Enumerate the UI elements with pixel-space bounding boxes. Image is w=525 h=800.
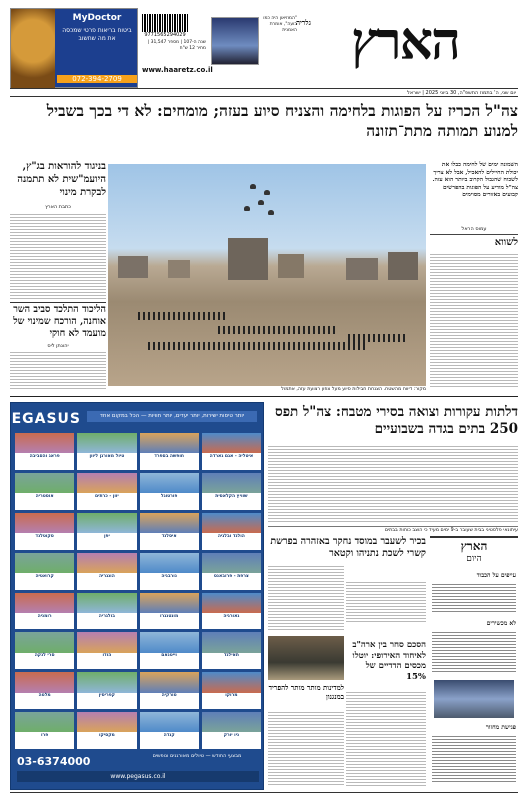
deal-tile-image [140,513,199,533]
second-body-text [268,444,518,522]
deal-tile[interactable] [140,632,199,669]
deal-tile-label: רומניה [37,613,52,619]
pegasus-url[interactable]: www.pegasus.co.il [17,771,259,782]
center-body-text [346,690,426,786]
deal-tile-image [77,632,136,652]
crowd [148,342,368,350]
haaretz-today-subtitle: היום [466,554,482,564]
deal-tile-image [15,632,74,652]
deal-tile-label: קרואטיה [35,573,54,579]
right-byline: עמוס הראל [461,226,487,232]
deal-tile[interactable] [202,593,261,630]
dateline: יום שני, ה' בתמוז התשפ"ה, 30 ביוני 2025 | ישראל [10,88,518,97]
deal-tile-label: סרי לנקה [34,653,55,659]
deal-tile-image [202,473,261,493]
deal-tile-image [140,553,199,573]
parachute-icon [258,200,264,205]
deal-tile-image [77,593,136,613]
left-body-text-1 [10,212,106,300]
deal-tile-image [140,593,199,613]
barcode-icon [142,14,188,32]
mydoctor-text: ביטוח בריאות פרטי שמכסה את מה שחשוב [62,27,132,42]
deal-tile-image [77,672,136,692]
deal-tile[interactable] [140,553,199,590]
deal-tile-label: איטליה - אגם גארדה [209,454,254,460]
deal-tile[interactable] [77,672,136,709]
deal-tile-label: גאורגיה [223,613,240,619]
deal-tile-label: נורבגיה [161,573,177,579]
deal-tile-image [140,632,199,652]
deal-tile-image [77,433,136,453]
deal-tile[interactable] [140,513,199,550]
deal-tile-image [202,553,261,573]
haaretz-today-title: הארץ [460,539,488,553]
deal-tile-image [202,672,261,692]
today-item-head[interactable]: עייפים על הכבוד [476,572,516,579]
center-body-text [346,580,426,622]
pegasus-ad[interactable] [0,402,264,790]
deal-tile-image [15,513,74,533]
center-image[interactable] [268,636,344,680]
mydoctor-phone: 072-394-2709 [57,75,137,83]
deal-tile[interactable] [202,672,261,709]
today-item-head[interactable]: לא מכשירים [486,620,516,627]
pegasus-deal-grid [15,433,261,749]
deal-tile-label: ניו יורק [223,733,240,739]
deal-tile-label: מרוקו [225,693,238,699]
deal-tile-image [15,593,74,613]
main-photo[interactable] [108,164,426,386]
deal-tile-label: סקוטלנד [35,533,54,539]
deal-tile-label: אוסטריה [35,493,54,499]
ruined-building [118,256,148,278]
deal-tile-label: פרו [41,733,49,739]
second-caption: עיתונאי פלסטיני בבית שעובר ב-9 ימים מעיד כי הוצב כוחות בבתים [268,526,518,533]
deal-tile-image [77,712,136,732]
deal-tile-image [15,712,74,732]
deal-tile[interactable] [202,513,261,550]
today-image[interactable] [434,680,514,718]
deal-tile[interactable] [15,712,74,749]
barcode-number: 9771565294029 [144,32,186,38]
deal-tile[interactable] [202,712,261,749]
deal-tile-label: איסלנד [161,533,177,539]
deal-tile[interactable] [140,712,199,749]
center-body-text [268,564,344,632]
divider [10,302,106,303]
deal-tile[interactable] [77,593,136,630]
ruined-building [168,260,190,278]
left-headline-2[interactable]: הליכוד התלכד סביב השר אוחנה, הורכח שמינוי של מועמד לא חוקי [13,304,106,339]
deal-tile[interactable] [140,473,199,510]
pegasus-logo: PEGASUS [0,411,81,427]
lion-image [11,9,55,89]
deal-tile-label: מלטה [38,693,51,699]
left-byline-1: כתבת הארץ [45,204,71,210]
deal-tile-image [77,513,136,533]
deal-tile-label: וייטנאם [161,653,177,659]
deal-tile-label: שוויץ הקלאסית [215,493,248,499]
deal-tile[interactable] [77,632,136,669]
center-headline-4[interactable]: הסכם סחר בין ארה"ב לאיחוד האירופי: יוטלו מכסים הדדיים של 15% [352,640,426,682]
deal-tile-image [140,712,199,732]
deal-tile-label: קנדה [163,733,175,739]
deal-tile[interactable] [15,473,74,510]
gallery-promo-title: גלריה [296,18,311,27]
today-item-head[interactable]: פגישת מחזור [485,724,516,731]
deal-tile-label: טורקיה [161,693,177,699]
second-headline[interactable]: דלתות עקורות וצואה בסירי מטבח: צה"ל תפס 250 בתים בגדה בשבועיים [275,404,518,437]
right-section-title[interactable]: לשווא [430,234,518,248]
parachute-icon [268,210,274,215]
deal-tile[interactable] [77,433,136,470]
deal-tile-label: פראג והסביבה [29,454,60,460]
deal-tile[interactable] [202,473,261,510]
pegasus-phone[interactable]: 03-6374000 [17,755,91,768]
ruined-building [228,238,268,280]
parachute-icon [264,190,270,195]
deal-tile-label: פורטוגל [160,493,178,499]
deal-tile-image [15,433,74,453]
main-headline[interactable]: צה"ל הכריז על הפוגות בלחימה והצניח סיוע בעזה; מומחים: לא די בכך בשביל למנוע תמותה מתת־תזונה [46,101,518,140]
gallery-promo-image[interactable] [211,17,259,65]
deal-tile-image [140,473,199,493]
deal-tile[interactable] [77,553,136,590]
deal-tile-label: יפן [103,533,110,539]
pegasus-slogan: יותר טיסות ישירות, יותר יעדים, יותר חוויות — הכל במקום אחד [87,411,257,422]
deal-tile-label: צרפת - פרובאנס [213,573,249,579]
divider [10,396,518,397]
today-item-body [432,630,516,674]
ruined-building [388,252,418,280]
deal-tile[interactable] [202,553,261,590]
deal-tile[interactable] [15,672,74,709]
site-url[interactable]: www.haaretz.co.il [142,66,213,74]
deal-tile-image [77,473,136,493]
deal-tile-label: מונטנגרו [160,613,179,619]
deal-tile-image [202,593,261,613]
deal-tile-label: יוון - כרתים [94,493,119,499]
deal-tile[interactable] [140,672,199,709]
deal-tile[interactable] [15,513,74,550]
parachute-icon [250,184,256,189]
deal-tile-label: תאילנד [223,653,239,659]
deal-tile-label: הולנד ובלגיה [217,533,245,539]
deal-tile[interactable] [15,433,74,470]
ruined-building [278,254,304,278]
deal-tile-label: בולגריה [98,613,115,619]
crowd [138,312,228,320]
deal-tile[interactable] [77,473,136,510]
deal-tile-image [202,632,261,652]
center-body-text [268,710,344,786]
deal-tile-label: חופשה בספרד [154,454,185,460]
deal-tile[interactable] [202,632,261,669]
gallery-promo-text: "המוזיאון היה כמו בועה", אומרת האמנית [263,16,297,33]
deal-tile-image [15,553,74,573]
deal-tile[interactable] [15,553,74,590]
deal-tile-image [140,672,199,692]
left-headline-1[interactable]: בניגוד להוראות בג"ץ, היועמ"שית לא תתמנה לבקרת מינוי [17,161,106,198]
deal-tile-image [140,433,199,453]
center-headline-3[interactable]: בכיר לשעבר במוסד נחקר באזהרה בפרשת קשרי לשכת נתניהו וקטאר [270,536,426,559]
deal-tile[interactable] [15,632,74,669]
center-headline-5[interactable]: למדינות מותר מותר להפריד במנגנון [268,683,344,701]
deal-tile-image [15,672,74,692]
today-item-body [432,582,516,614]
deal-tile-label: טיול מאורגן ליוון [89,454,125,460]
today-item-body [432,734,516,784]
deal-tile-image [77,553,136,573]
right-teaser[interactable]: השמונה ימים של לחימה כבלו את יכולת החיילים להאכיל, אבל לא צריך לשכוח שהגבול הקרוב ביותר הוא עזה. צה"ל מודיע על הפוגות בהפרשים קבועים באזורים מסוימים [432,162,518,198]
crowd [218,326,338,334]
mydoctor-logo: MyDoctor [72,13,122,23]
deal-tile[interactable] [77,712,136,749]
right-body-text [430,252,518,388]
mydoctor-ad[interactable] [10,8,138,88]
pegasus-bottom-text: מבצעי החודש — טיולים מאורגנים ונופשים [152,753,242,759]
parachute-icon [244,206,250,211]
footer-rule [10,792,518,793]
deal-tile-image [202,513,261,533]
deal-tile-image [202,433,261,453]
deal-tile-image [15,473,74,493]
left-body-text-2 [10,350,106,390]
deal-tile[interactable] [140,433,199,470]
ruined-building [346,258,378,280]
edition-info: שנה ה-107 | מספר 31,547 | מחיר 12 ש"ח [147,40,206,51]
deal-tile-label: הונגריה [98,573,115,579]
left-byline-2: יהונתן ליס [47,343,69,349]
crowd [348,334,408,342]
deal-tile[interactable] [15,593,74,630]
deal-tile-label: מקסיקו [98,733,115,739]
deal-tile-image [202,712,261,732]
deal-tile[interactable] [77,513,136,550]
masthead-logo: הארץ [351,11,459,72]
deal-tile-label: הודו [102,653,112,659]
photo-caption: מקור: דיווח מהשטח. הצנחת חבילות סיוע מעל צפון רצועת עזה, אתמול [281,387,426,392]
deal-tile[interactable] [202,433,261,470]
deal-tile-label: קפריסין [98,693,115,699]
deal-tile[interactable] [140,593,199,630]
